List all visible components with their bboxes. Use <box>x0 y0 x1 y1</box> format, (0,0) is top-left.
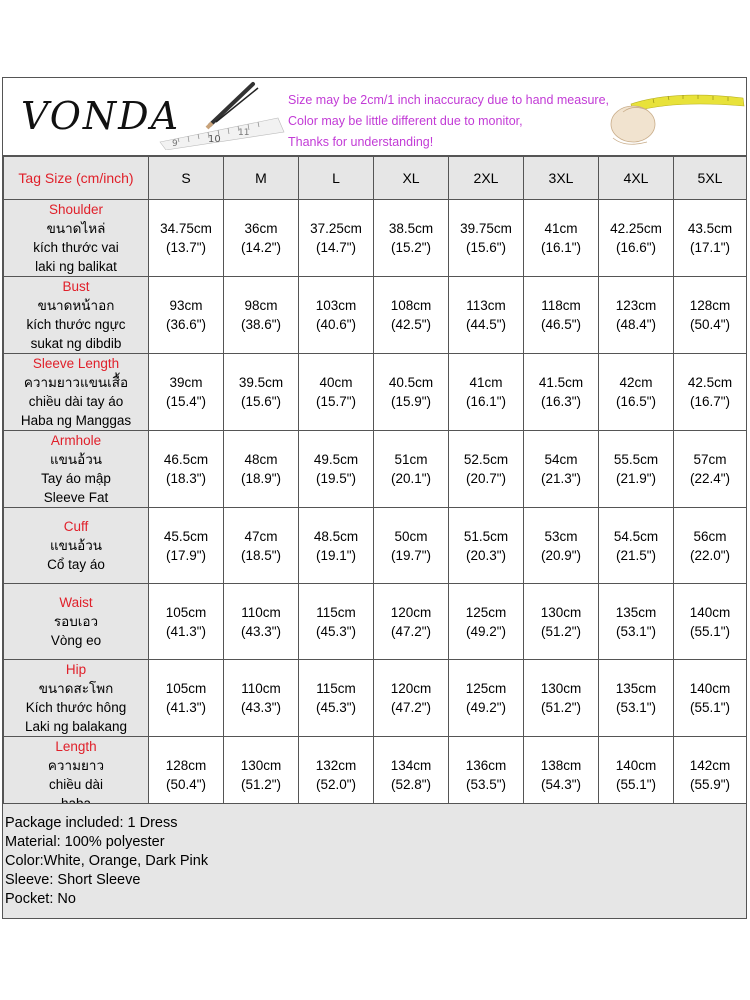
cell-cm: 105cm <box>165 604 207 620</box>
cell-inch: (16.3") <box>540 394 582 409</box>
measurement-cell <box>449 660 524 737</box>
measurement-cell <box>524 354 599 431</box>
measurement-cell <box>599 200 674 277</box>
cell-cm: 142cm <box>689 758 731 773</box>
cell-inch: (20.7") <box>465 471 507 486</box>
measurement-cell <box>524 584 599 660</box>
cell-inch: (47.2") <box>390 623 432 639</box>
measurement-name: Armhole <box>50 433 102 448</box>
measurement-cell <box>299 277 374 354</box>
cell-inch: (15.4") <box>165 394 207 409</box>
cell-cm: 49.5cm <box>313 452 359 467</box>
measurement-label <box>4 431 149 508</box>
measurement-cell <box>674 584 747 660</box>
measurement-cell <box>599 584 674 660</box>
measurement-cell <box>374 277 449 354</box>
cell-cm: 56cm <box>693 528 727 544</box>
measurement-cell <box>224 584 299 660</box>
cell-inch: (20.9") <box>540 547 582 563</box>
cell-cm: 138cm <box>540 758 582 773</box>
measurement-cell <box>674 200 747 277</box>
measurement-cell <box>674 508 747 584</box>
cell-inch: (18.3") <box>165 471 207 486</box>
cell-cm: 115cm <box>316 604 356 620</box>
measurement-cell <box>374 584 449 660</box>
measurement-cell <box>149 354 224 431</box>
cell-cm: 115cm <box>316 681 356 696</box>
cell-cm: 128cm <box>689 298 731 313</box>
measurement-translation: รอบเอว <box>53 614 99 629</box>
measurement-row <box>4 737 747 814</box>
measurement-cell <box>449 508 524 584</box>
cell-inch: (53.1") <box>615 623 657 639</box>
measurement-cell <box>224 737 299 814</box>
cell-cm: 39.5cm <box>238 375 284 390</box>
hand-measuring-tape-icon <box>603 82 746 152</box>
cell-inch: (16.7") <box>689 394 731 409</box>
cell-inch: (21.3") <box>540 471 582 486</box>
cell-inch: (49.2") <box>465 623 507 639</box>
measurement-cell <box>449 354 524 431</box>
cell-inch: (50.4") <box>165 777 207 792</box>
measurement-cell <box>674 277 747 354</box>
cell-cm: 120cm <box>390 604 432 620</box>
measurement-cell <box>299 584 374 660</box>
cell-cm: 57cm <box>693 452 727 467</box>
measurement-cell <box>449 200 524 277</box>
package-pocket: Pocket: No <box>5 891 76 907</box>
measurement-row <box>4 660 747 737</box>
cell-cm: 38.5cm <box>388 221 434 236</box>
cell-cm: 134cm <box>390 758 432 773</box>
cell-inch: (55.1") <box>689 623 731 639</box>
measurement-label <box>4 737 149 814</box>
measurement-cell <box>599 354 674 431</box>
size-header-5xl: 5XL <box>674 157 747 200</box>
cell-cm: 54cm <box>544 452 578 467</box>
cell-cm: 130cm <box>240 758 282 773</box>
measurement-label <box>4 584 149 660</box>
cell-inch: (18.5") <box>240 547 282 563</box>
measurement-name: Shoulder <box>48 202 104 217</box>
package-material: Material: 100% polyester <box>5 834 165 850</box>
cell-inch: (45.3") <box>315 700 357 715</box>
measurement-cell <box>224 354 299 431</box>
cell-inch: (21.9") <box>615 471 657 486</box>
measurement-cell <box>149 277 224 354</box>
cell-cm: 105cm <box>165 681 207 696</box>
cell-inch: (47.2") <box>390 700 432 715</box>
cell-cm: 34.75cm <box>160 221 212 236</box>
measurement-label <box>4 660 149 737</box>
cell-cm: 47cm <box>244 528 278 544</box>
cell-cm: 113cm <box>466 298 506 313</box>
cell-cm: 128cm <box>165 758 207 773</box>
size-header-2xl: 2XL <box>449 157 524 200</box>
cell-cm: 39cm <box>169 375 203 390</box>
cell-cm: 140cm <box>689 604 731 620</box>
package-color: Color:White, Orange, Dark Pink <box>5 853 209 869</box>
measurement-translation: Tay áo mập <box>41 471 111 486</box>
cell-inch: (51.2") <box>240 777 282 792</box>
measurement-name: Bust <box>62 279 90 294</box>
measurement-row <box>4 584 747 660</box>
measurement-cell <box>449 737 524 814</box>
cell-inch: (51.2") <box>540 623 582 639</box>
cell-inch: (16.1") <box>465 394 507 409</box>
measurement-translation: kích thước ngực <box>26 317 126 332</box>
cell-inch: (36.6") <box>165 317 207 332</box>
measurement-cell <box>674 431 747 508</box>
cell-cm: 48.5cm <box>313 528 359 544</box>
cell-inch: (48.4") <box>615 317 657 332</box>
cell-cm: 42.25cm <box>610 221 662 236</box>
measurement-cell <box>674 660 747 737</box>
measurement-cell <box>224 508 299 584</box>
measurement-cell <box>299 200 374 277</box>
chart-header <box>3 78 746 156</box>
cell-cm: 98cm <box>244 298 278 313</box>
tag-size-header: Tag Size (cm/inch) <box>4 157 149 200</box>
measurement-cell <box>524 200 599 277</box>
measurement-row <box>4 200 747 277</box>
measurement-label <box>4 200 149 277</box>
size-header-s: S <box>149 157 224 200</box>
measurement-cell <box>449 277 524 354</box>
measurement-name: Hip <box>65 662 87 677</box>
measurement-cell <box>524 431 599 508</box>
measurement-label <box>4 277 149 354</box>
ruler-label-9: 9 <box>172 139 178 149</box>
package-info <box>3 803 746 918</box>
cell-inch: (21.5") <box>615 547 657 563</box>
measurement-cell <box>374 508 449 584</box>
cell-inch: (46.5") <box>540 317 582 332</box>
cell-inch: (51.2") <box>540 700 582 715</box>
size-header-xl: XL <box>374 157 449 200</box>
cell-cm: 123cm <box>615 298 657 313</box>
measurement-cell <box>374 431 449 508</box>
size-header-row <box>4 157 747 200</box>
cell-cm: 52.5cm <box>463 452 509 467</box>
measurement-translation: ขนาดไหล่ <box>46 221 106 236</box>
cell-cm: 53cm <box>544 528 578 544</box>
measurement-row <box>4 277 747 354</box>
measurement-cell <box>599 431 674 508</box>
measurement-cell <box>149 431 224 508</box>
cell-inch: (17.9") <box>165 547 207 563</box>
measurement-notes <box>288 90 609 153</box>
measurement-cell <box>224 200 299 277</box>
measurement-cell <box>599 508 674 584</box>
cell-cm: 41cm <box>544 221 578 236</box>
cell-inch: (18.9") <box>240 471 282 486</box>
cell-inch: (52.0") <box>315 777 357 792</box>
measurement-name: Waist <box>59 595 93 610</box>
measurement-cell <box>674 354 747 431</box>
measurement-cell <box>299 737 374 814</box>
measurement-cell <box>374 737 449 814</box>
measurement-translation: chiều dài tay áo <box>28 394 124 409</box>
measurement-row <box>4 431 747 508</box>
cell-cm: 103cm <box>315 298 357 313</box>
cell-inch: (43.3") <box>240 623 282 639</box>
size-header-m: M <box>224 157 299 200</box>
cell-inch: (55.1") <box>689 700 731 715</box>
cell-cm: 43.5cm <box>687 221 733 236</box>
cell-inch: (16.5") <box>615 394 657 409</box>
cell-cm: 120cm <box>390 681 432 696</box>
measurement-name: Sleeve Length <box>32 356 120 371</box>
measurement-translation: ขนาดสะโพก <box>38 681 114 696</box>
cell-cm: 140cm <box>615 758 657 773</box>
cell-cm: 130cm <box>540 604 582 620</box>
measurement-cell <box>149 200 224 277</box>
measurement-cell <box>524 737 599 814</box>
cell-inch: (38.6") <box>240 317 282 332</box>
note-line: Thanks for understanding! <box>288 135 434 149</box>
ruler-pencil-icon <box>158 80 286 150</box>
cell-inch: (15.6") <box>240 394 282 409</box>
cell-inch: (41.3") <box>165 700 207 715</box>
cell-inch: (54.3") <box>540 777 582 792</box>
brand-logo: VONDA <box>21 94 181 138</box>
size-header-4xl: 4XL <box>599 157 674 200</box>
measurement-cell <box>149 737 224 814</box>
cell-cm: 118cm <box>541 298 581 313</box>
measurement-cell <box>599 660 674 737</box>
size-header-l: L <box>299 157 374 200</box>
cell-cm: 40cm <box>319 375 353 390</box>
measurement-cell <box>149 508 224 584</box>
cell-inch: (53.5") <box>465 777 507 792</box>
cell-inch: (15.9") <box>390 394 432 409</box>
measurement-cell <box>299 508 374 584</box>
cell-inch: (40.6") <box>315 317 357 332</box>
cell-inch: (45.3") <box>315 623 357 639</box>
ruler-label-11: 11 <box>238 128 250 138</box>
measurement-translation: แขนอ้วน <box>49 452 103 467</box>
cell-inch: (20.1") <box>390 471 432 486</box>
cell-inch: (53.1") <box>615 700 657 715</box>
measurement-translation: Cổ tay áo <box>47 557 105 572</box>
cell-cm: 36cm <box>244 221 278 236</box>
measurement-row <box>4 354 747 431</box>
measurement-cell <box>374 354 449 431</box>
cell-cm: 40.5cm <box>388 375 434 390</box>
measurement-cell <box>524 660 599 737</box>
measurement-cell <box>299 431 374 508</box>
cell-inch: (55.9") <box>689 777 731 792</box>
measurement-translation: ขนาดหน้าอก <box>37 298 115 313</box>
cell-inch: (55.1") <box>615 777 657 792</box>
measurement-translation: sukat ng dibdib <box>30 336 122 351</box>
cell-inch: (22.4") <box>689 471 731 486</box>
cell-inch: (19.5") <box>315 471 357 486</box>
measurement-name: Length <box>55 739 97 754</box>
cell-cm: 125cm <box>465 604 507 620</box>
cell-cm: 37.25cm <box>310 221 362 236</box>
measurement-cell <box>449 431 524 508</box>
cell-inch: (15.7") <box>315 394 357 409</box>
cell-cm: 108cm <box>390 298 432 313</box>
package-included: Package included: 1 Dress <box>5 815 178 831</box>
measurement-cell <box>524 277 599 354</box>
measurement-row <box>4 508 747 584</box>
measurement-cell <box>374 200 449 277</box>
cell-inch: (14.7") <box>315 240 357 255</box>
cell-cm: 51.5cm <box>463 528 509 544</box>
measurement-cell <box>599 737 674 814</box>
measurement-cell <box>374 660 449 737</box>
cell-cm: 110cm <box>241 681 281 696</box>
cell-cm: 135cm <box>615 681 657 696</box>
cell-inch: (13.7") <box>165 240 207 255</box>
cell-inch: (14.2") <box>240 240 282 255</box>
cell-cm: 125cm <box>465 681 507 696</box>
cell-cm: 48cm <box>244 452 278 467</box>
cell-inch: (19.1") <box>315 547 357 563</box>
cell-cm: 46.5cm <box>163 452 209 467</box>
cell-cm: 41cm <box>469 375 503 390</box>
measurement-cell <box>524 508 599 584</box>
measurement-cell <box>149 660 224 737</box>
measurement-cell <box>224 660 299 737</box>
cell-cm: 110cm <box>241 604 281 620</box>
measurement-label <box>4 508 149 584</box>
cell-cm: 54.5cm <box>613 528 659 544</box>
cell-cm: 132cm <box>315 758 357 773</box>
measurement-translation: laki ng balikat <box>35 259 117 274</box>
cell-cm: 135cm <box>615 604 657 620</box>
measurement-label <box>4 354 149 431</box>
cell-cm: 55.5cm <box>613 452 659 467</box>
note-line: Size may be 2cm/1 inch inaccuracy due to hand measure, <box>288 93 610 107</box>
cell-cm: 136cm <box>465 758 507 773</box>
measurement-cell <box>224 431 299 508</box>
measurement-cell <box>224 277 299 354</box>
cell-inch: (16.6") <box>615 240 657 255</box>
measurement-translation: Haba ng Manggas <box>20 413 132 428</box>
measurement-translation: Laki ng balakang <box>24 719 128 734</box>
cell-inch: (17.1") <box>689 240 731 255</box>
cell-inch: (15.2") <box>390 240 432 255</box>
measurement-translation: chiều dài <box>48 777 104 792</box>
ruler-label-10: 10 <box>208 134 221 145</box>
cell-inch: (22.0") <box>689 547 731 563</box>
cell-cm: 41.5cm <box>538 375 584 390</box>
cell-inch: (19.7") <box>390 547 432 563</box>
measurement-translation: ความยาว <box>47 758 105 773</box>
cell-cm: 50cm <box>394 528 428 544</box>
measurement-cell <box>149 584 224 660</box>
measurement-translation: แขนอ้วน <box>49 538 103 553</box>
cell-cm: 45.5cm <box>163 528 209 544</box>
cell-inch: (41.3") <box>165 623 207 639</box>
cell-inch: (15.6") <box>465 240 507 255</box>
cell-cm: 42.5cm <box>687 375 733 390</box>
cell-inch: (20.3") <box>465 547 507 563</box>
measurement-cell <box>299 354 374 431</box>
cell-cm: 140cm <box>689 681 731 696</box>
measurement-translation: ความยาวแขนเสื้อ <box>23 375 129 390</box>
cell-inch: (44.5") <box>465 317 507 332</box>
measurement-translation: Kích thước hông <box>25 700 127 715</box>
cell-cm: 51cm <box>394 452 428 467</box>
cell-cm: 130cm <box>540 681 582 696</box>
package-sleeve: Sleeve: Short Sleeve <box>5 872 141 888</box>
cell-cm: 93cm <box>169 298 203 313</box>
cell-inch: (43.3") <box>240 700 282 715</box>
cell-inch: (16.1") <box>540 240 582 255</box>
measurement-cell <box>599 277 674 354</box>
cell-cm: 42cm <box>619 375 653 390</box>
measurement-cell <box>674 737 747 814</box>
note-line: Color may be little different due to monitor, <box>288 114 523 128</box>
size-table <box>3 156 747 814</box>
cell-inch: (49.2") <box>465 700 507 715</box>
measurement-translation: kích thước vai <box>33 240 119 255</box>
cell-inch: (52.8") <box>390 777 432 792</box>
cell-cm: 39.75cm <box>460 221 512 236</box>
measurement-cell <box>449 584 524 660</box>
cell-inch: (42.5") <box>390 317 432 332</box>
measurement-name: Cuff <box>63 519 89 534</box>
measurement-translation: Sleeve Fat <box>43 490 109 505</box>
measurement-translation: Vòng eo <box>50 633 102 648</box>
cell-inch: (50.4") <box>689 317 731 332</box>
measurement-cell <box>299 660 374 737</box>
size-header-3xl: 3XL <box>524 157 599 200</box>
